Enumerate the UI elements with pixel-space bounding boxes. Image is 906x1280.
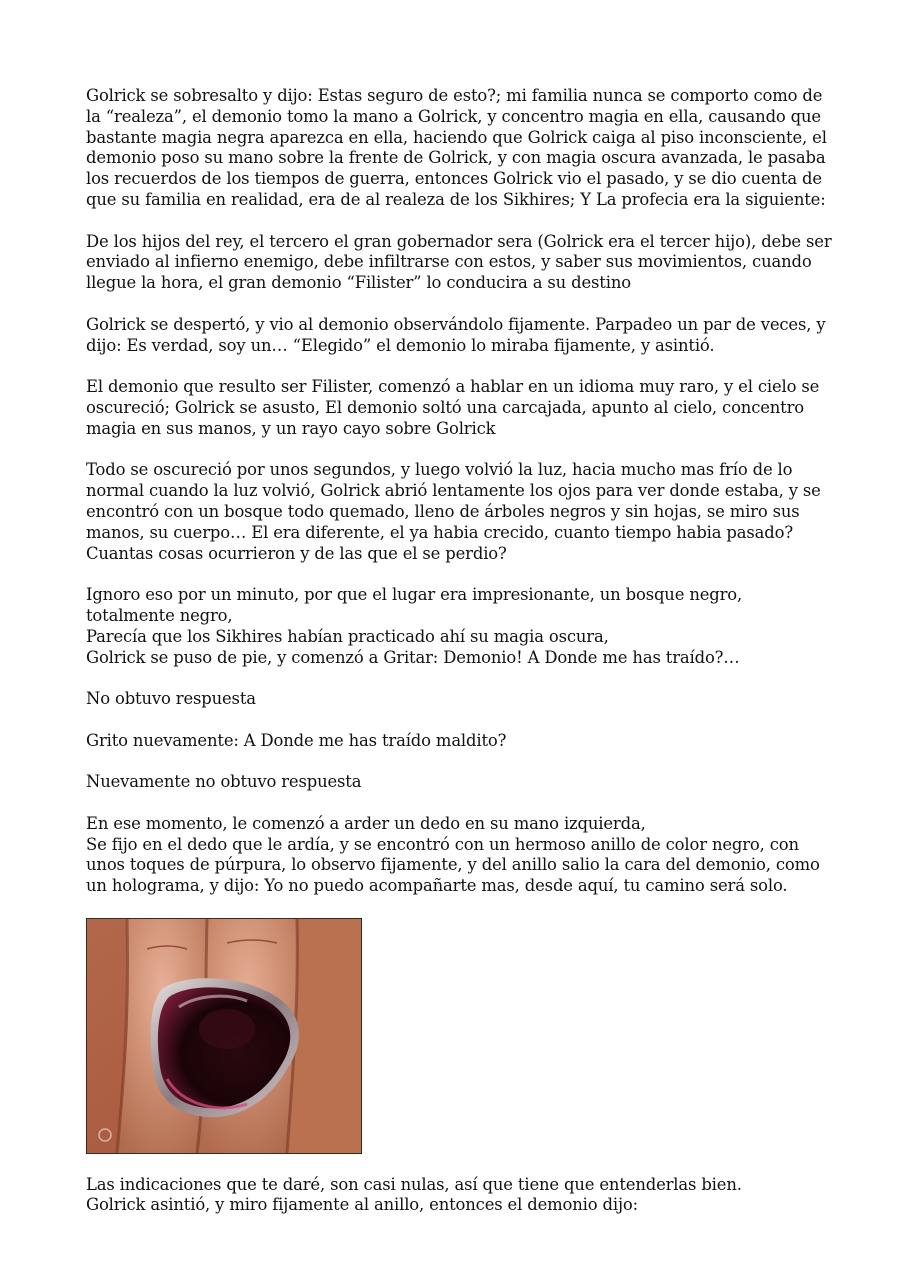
text-line: los recuerdos de los tiempos de guerra, entonces Golrick vio el pasado, y se dio cuenta de — [86, 169, 822, 189]
paragraph — [86, 689, 816, 710]
text-line: En ese momento, le comenzó a arder un dedo en su mano izquierda, — [86, 813, 646, 833]
text-line: Grito nuevamente: A Donde me has traído maldito? — [86, 730, 507, 750]
text-line: totalmente negro, — [86, 605, 233, 625]
text-line: manos, su cuerpo… El era diferente, el ya habia crecido, cuanto tiempo habia pasado? — [86, 522, 793, 542]
document-page — [86, 86, 832, 1237]
paragraph — [86, 460, 821, 564]
text-line: llegue la hora, el gran demonio “Filister” lo conducira a su destino — [86, 273, 631, 293]
text-line: Parecía que los Sikhires habían practicado ahí su magia oscura, — [86, 626, 609, 646]
text-line: Golrick se despertó, y vio al demonio observándolo fijamente. Parpadeo un par de veces, y — [86, 314, 826, 334]
text-line: enviado al infierno enemigo, debe infiltrarse con estos, y saber sus movimientos, cuando — [86, 252, 812, 272]
text-line: Nuevamente no obtuvo respuesta — [86, 772, 362, 792]
text-line: De los hijos del rey, el tercero el gran gobernador sera (Golrick era el tercer hijo), debe ser — [86, 231, 832, 251]
text-line: Golrick se puso de pie, y comenzó a Gritar: Demonio! A Donde me has traído?… — [86, 647, 740, 667]
text-line: la “realeza”, el demonio tomo la mano a Golrick, y concentro magia en ella, causando que — [86, 106, 821, 126]
paragraph — [86, 314, 826, 357]
paragraph — [86, 86, 827, 211]
ring-photo — [86, 918, 362, 1154]
paragraph — [86, 377, 820, 439]
text-line: Cuantas cosas ocurrieron y de las que el se perdio? — [86, 543, 507, 563]
text-line: unos toques de púrpura, lo observo fijamente, y del anillo salio la cara del demonio, como — [86, 855, 820, 875]
body-text — [86, 86, 832, 897]
text-line: un holograma, y dijo: Yo no puedo acompañarte mas, desde aquí, tu camino será solo. — [86, 876, 788, 896]
text-line: Todo se oscureció por unos segundos, y luego volvió la luz, hacia mucho mas frío de lo — [86, 460, 793, 480]
text-line: normal cuando la luz volvió, Golrick abrió lentamente los ojos para ver donde estaba, y se — [86, 481, 821, 501]
paragraph — [86, 1175, 816, 1217]
text-line: No obtuvo respuesta — [86, 689, 256, 709]
text-line: Golrick se sobresalto y dijo: Estas seguro de esto?; mi familia nunca se comporto como de — [86, 86, 823, 105]
text-line: demonio poso su mano sobre la frente de Golrick, y con magia oscura avanzada, le pasaba — [86, 148, 826, 168]
text-line: Ignoro eso por un minuto, por que el lugar era impresionante, un bosque negro, — [86, 585, 743, 605]
text-line: que su familia en realidad, era de al realeza de los Sikhires; Y La profecia era la siguiente: — [86, 189, 826, 209]
text-line: magia en sus manos, y un rayo cayo sobre Golrick — [86, 418, 496, 438]
text-line: Golrick asintió, y miro fijamente al anillo, entonces el demonio dijo: — [86, 1195, 639, 1215]
paragraph — [86, 772, 816, 793]
paragraph — [86, 585, 816, 668]
ring-image — [87, 919, 361, 1153]
text-line: encontró con un bosque todo quemado, lleno de árboles negros y sin hojas, se miro sus — [86, 501, 800, 521]
paragraph — [86, 231, 832, 294]
paragraph — [86, 731, 816, 752]
text-line: bastante magia negra aparezca en ella, haciendo que Golrick caiga al piso inconsciente, el — [86, 127, 827, 147]
text-line: oscureció; Golrick se asusto, El demonio soltó una carcajada, apunto al cielo, concentro — [86, 397, 805, 417]
paragraph — [86, 813, 820, 897]
text-line: Las indicaciones que te daré, son casi nulas, así que tiene que entenderlas bien. — [86, 1174, 742, 1194]
text-line: dijo: Es verdad, soy un… “Elegido” el demonio lo miraba fijamente, y asintió. — [86, 335, 715, 355]
text-line: Se fijo en el dedo que le ardía, y se encontró con un hermoso anillo de color negro, con — [86, 834, 799, 854]
body-text-continued — [86, 1175, 816, 1217]
text-line: El demonio que resulto ser Filister, comenzó a hablar en un idioma muy raro, y el cielo se — [86, 377, 820, 397]
